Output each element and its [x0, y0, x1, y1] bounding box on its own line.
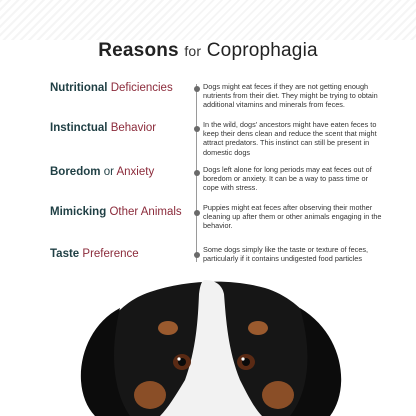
reason-label-taste — [50, 248, 139, 260]
timeline-dot — [194, 210, 200, 216]
timeline-dot — [194, 252, 200, 258]
background-pattern — [0, 0, 416, 40]
reason-label-connector: or — [103, 166, 114, 178]
title-word-reasons: Reasons — [98, 40, 179, 61]
timeline-dot — [194, 126, 200, 132]
reason-label-accent: Other Animals — [109, 206, 182, 218]
reason-label-primary: Boredom — [50, 166, 101, 178]
reason-label-accent: Anxiety — [116, 166, 155, 178]
reason-description: Dogs might eat feces if they are not getting enough nutrients from their diet. They might be trying to obtain additional vitamins and minerals from feces. — [203, 82, 378, 110]
reason-description: In the wild, dogs' ancestors might have eaten feces to keep their dens clean and reduce the scent that might attract predators. This instinct can still be present in domestic dogs — [203, 120, 377, 157]
reason-label-mimicking — [50, 206, 182, 218]
reason-label-boredom — [50, 166, 154, 178]
reason-description: Dogs left alone for long periods may eat feces out of boredom or anxiety. It can be a way to pass time or cope with stress. — [203, 165, 372, 193]
title-word-for: for — [184, 43, 202, 59]
dog-right-eyebrow — [248, 321, 268, 335]
reason-label-instinctual — [50, 122, 156, 134]
title-word-coprophagia: Coprophagia — [206, 40, 318, 61]
timeline-dot — [194, 170, 200, 176]
reason-description: Puppies might eat feces after observing their mother cleaning up after them or other animals engaging in the behavior. — [203, 203, 382, 231]
reason-description: Some dogs simply like the taste or texture of feces, particularly if it contains undigested food particles — [203, 245, 369, 264]
page-title — [0, 40, 416, 62]
reason-label-primary: Nutritional — [50, 82, 108, 94]
dog-illustration — [0, 270, 416, 416]
reason-label-primary: Taste — [50, 248, 80, 260]
reason-label-accent: Deficiencies — [110, 82, 173, 94]
dog-left-eyebrow — [158, 321, 178, 335]
dog-left-cheek — [134, 381, 166, 409]
reason-label-accent: Behavior — [110, 122, 157, 134]
reason-label-primary: Instinctual — [50, 122, 108, 134]
reason-label-accent: Preference — [82, 248, 139, 260]
dog-right-cheek — [262, 381, 294, 409]
reason-label-primary: Mimicking — [50, 206, 107, 218]
reason-label-nutritional — [50, 82, 173, 94]
timeline-dot — [194, 86, 200, 92]
